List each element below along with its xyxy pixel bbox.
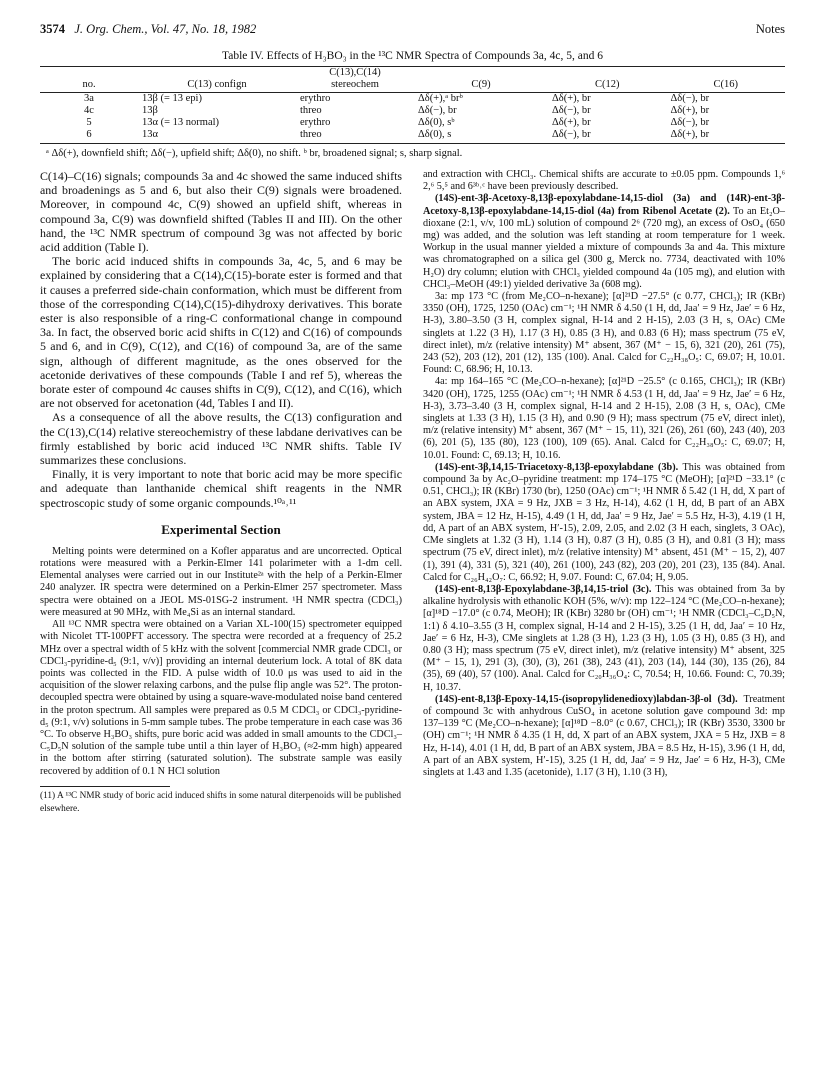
table-header-no: no. — [40, 79, 138, 93]
table-header-config: C(13) confign — [138, 79, 296, 93]
reference-footnote: (11) A ¹³C NMR study of boric acid induced shifts in some natural diterpenoids will be published elsewhere. — [40, 790, 402, 814]
body-paragraph: Finally, it is very important to note that boric acid may be more specific and adequate than lanthanide chemical shift reagents in the NMR spectroscopic study of some organic compounds.¹⁰ᵃ˒¹¹ — [40, 467, 402, 510]
cell-config: 13α — [138, 129, 296, 144]
journal-citation — [40, 22, 256, 37]
cell-c16: Δδ(−), br — [670, 93, 710, 104]
cell-c9: Δδ(0), sᵇ — [418, 117, 455, 128]
cell-c9: Δδ(−), br — [418, 105, 457, 116]
cell-c9: Δδ(0), s — [414, 129, 548, 144]
journal-name: J. Org. Chem., — [74, 22, 148, 36]
journal-page — [40, 22, 785, 816]
table-header-blank — [667, 67, 786, 80]
procedure-text: To an Et₂O–dioxane (2:1, v/v, 100 mL) solution of compound 2⁶ (720 mg), an excess of OsO₄ (650 mg) was added, and the solution was left standing at room temperature for 1 week. Workup in the usual manner yielded a mixture of compounds 3a and 4a. This mixture was chromatographed on a silica gel (300 g, Merck no. 7734, deactivated with 10% H₂O) dry column; elution with CHCl₃ yielded compound 4a (105 mg), and elution with CHCl₃–MeOH (49:1) yielded derivative 3a (608 mg). — [423, 205, 785, 290]
section-heading: Experimental Section — [161, 521, 281, 537]
footnote-divider — [40, 786, 170, 787]
table-header-stereo: stereochem — [296, 79, 414, 93]
cell-c16: Δδ(+), br — [667, 129, 786, 144]
cell-c12: Δδ(−), br — [548, 129, 666, 144]
body-paragraph: Melting points were determined on a Kofler apparatus and are uncorrected. Optical rotations were measured with a Perkin-Elmer 141 polarimeter with a 1-dm cell. Elemental analyses were carried out in our Institute²ᵃ with the help of a Perkin-Elmer 240 analyzer. IR spectra were determined on a Perkin-Elmer 257 spectrometer. Mass spectra were obtained on a JEOL MS-01SG-2 instrument. ¹H NMR spectra (CDCl₃) were measured at 90 MHz, with Me₄Si as an internal standard. — [40, 545, 402, 618]
cell-c16: Δδ(+), br — [670, 105, 710, 116]
table-row — [40, 117, 785, 129]
body-paragraph: C(14)–C(16) signals; compounds 3a and 4c showed the same induced shifts and broadenings as 5 and 6, but also their C(9) signals were broadened. Moreover, in compound 4c, C(9) showed an upfield shift, whereas in compound 3a, C(9) was downfield shifted (Tables II and III). On the other hand, the ¹³C NMR spectrum of compound 3g was not affected by boric acid addition (Table I). — [40, 169, 402, 255]
table-row — [40, 105, 785, 117]
body-paragraph: As a consequence of all the above results, the C(13) configuration and the C(13),C(14) relative stereochemistry of these labdane derivatives can be firmly established by boric acid induced ¹³C NMR shifts. Table IV summarizes these conclusions. — [40, 410, 402, 468]
procedure-text: Treatment of compound 3c with anhydrous CuSO₄ in acetone solution gave compound 3d: mp 137–139 °C (Me₂CO–n-hexane); [α]¹⁸D −8.0° (c 0.67, CHCl₃); IR (KBr) 3530, 3300 br (OH) cm⁻¹; ¹H NMR δ 4.35 (1 H, dd, X part of an ABX system, JXA = 5 Hz, JXB = 8 Hz, H-14), 4.01 (1 H, dd, B part of an ABX system, JBA = 8.5 Hz, H-15), 3.96 (1 H, dd, A part of an ABX system, H′-15), 3.25 (1 H, dd, Jaa′ = 9 Hz, Jae′ = 6 Hz, H-3), CMe singlets at 1.43 and 1.35 (acetonide), 1.17 (3 H), 1.10 (3 H), — [423, 693, 785, 778]
table-header-blank — [40, 67, 138, 80]
nmr-table — [40, 66, 785, 144]
cell-stereo: erythro — [300, 117, 331, 128]
cell-no: 5 — [86, 117, 92, 128]
running-head — [40, 22, 785, 37]
volume-issue: Vol. 47, No. 18, 1982 — [150, 22, 257, 36]
cell-config: 13α (= 13 normal) — [142, 117, 220, 128]
procedure-title: (14S)-ent-3β-Acetoxy-8,13β-epoxylabdane-14,15-diol (3a) and (14R)-ent-3β-Acetoxy-8,13β-epoxylabdane-14,15-diol (4a) from Ribenol Acetate (2). — [423, 193, 785, 217]
table-header-c9: C(9) — [414, 79, 548, 93]
table-header-blank — [414, 67, 548, 80]
procedure-title: (14S)-ent-8,13β-Epoxy-14,15-(isopropylidenedioxy)labdan-3β-ol (3d). — [435, 693, 738, 705]
table-header-blank — [138, 67, 296, 80]
procedure-paragraph — [423, 584, 785, 694]
table-caption: Table IV. Effects of H₃BO₃ in the ¹³C NMR Spectra of Compounds 3a, 4c, 5, and 6 — [222, 50, 603, 62]
table-header-c12: C(12) — [548, 79, 666, 93]
two-column-body — [40, 169, 785, 816]
cell-no: 4c — [84, 105, 94, 116]
cell-stereo: threo — [300, 105, 322, 116]
characterization-paragraph: 3a: mp 173 °C (from Me₂CO–n-hexane); [α]²¹D −27.5° (c 0.77, CHCl₃); IR (KBr) 3350 (OH), 1725, 1250 (OAc) cm⁻¹; ¹H NMR δ 4.50 (1 H, dd, Jaa′ = 9 Hz, Jae′ = 6 Hz, H-3), 3.80–3.50 (3 H, complex signal, H-14 and 2 H-15), 2.03 (3 H, s, OAc) CMe singlets at 1.22 (3 H), 1.17 (3 H), 0.85 (3 H), and 0.83 (6 H); mass spectrum (75 eV, direct inlet), m/z (relative intensity) M⁺ absent, 367 (M⁺ − 15, 6), 321 (20), 261 (75), 243 (52), 203 (12), 201 (12), 135 (100). Anal. Calcd for C₂₂H₃₈O₅: C, 69.07; H, 10.01. Found: C, 68.96; H, 10.13. — [423, 291, 785, 376]
table-header-stereo-top: C(13),C(14) — [296, 67, 414, 80]
table-header-blank — [548, 67, 666, 80]
procedure-title: (14S)-ent-8,13β-Epoxylabdane-3β,14,15-triol (3c). — [435, 583, 652, 595]
cell-c12: Δδ(−), br — [552, 105, 591, 116]
cell-stereo: erythro — [300, 93, 331, 104]
cell-c16: Δδ(−), br — [670, 117, 710, 128]
cell-config: 13β (= 13 epi) — [142, 93, 202, 104]
procedure-text: This was obtained from 3a by alkaline hydrolysis with ethanolic KOH (5%, w/v): mp 122–124 °C (Me₂CO–n-hexane); [α]¹⁸D −17.0° (c 0.74, MeOH); IR (KBr) 3280 br (OH) cm⁻¹; ¹H NMR (CDCl₃–C₅D₅N, 1:1) δ 4.10–3.55 (3 H, complex signal, H-14 and 2 H-15), 3.25 (1 H, dd, Jaa′ = 10 Hz, Jae′ = 6 Hz, H-3), CMe singlets at 1.28 (3 H), 1.23 (3 H), 1.05 (3 H), 0.85 (3 H), and 0.80 (3 H); mass spectrum (75 eV, direct inlet), m/z (relative intensity) M⁺ absent, 325 (M⁺ − 15, 1), 291 (3), (30), (3), 261 (38), 243 (41), 203 (14), 144 (30), 135 (26), 84 (35), 69 (40), 57 (100). Anal. Calcd for C₂₀H₃₆O₄: C, 70.54; H, 10.66. Found: C, 70.39; H, 10.37. — [423, 583, 786, 693]
section-label: Notes — [755, 22, 785, 36]
table-row — [40, 93, 785, 106]
cell-no: 6 — [40, 129, 138, 144]
cell-config: 13β — [142, 105, 158, 116]
characterization-paragraph: 4a: mp 164–165 °C (Me₂CO–n-hexane); [α]²¹D −25.5° (c 0.165, CHCl₃); IR (KBr) 3420 (OH), 1725, 1255 (OAc) cm⁻¹; ¹H NMR δ 4.53 (1 H, dd, Jaa′ = 9 Hz, Jae′ = 6 Hz, H-3), 3.73–3.40 (3 H, complex signal, H-14 and 2 H-15), 2.08 (3 H, s, OAc), CMe singlets at 1.33 (3 H), 1.15 (3 H), and 0.90 (9 H); mass spectrum (75 eV, direct inlet), m/z (relative intensity) M⁺ absent, 367 (M⁺ − 15, 11), 321 (26), 261 (60), 243 (40), 203 (6), 201 (5), 135 (80), 123 (100), 109 (65). Anal. Calcd for C₂₂H₃₈O₅: C, 69.07; H, 10.01. Found: C, 69.13; H, 10.16. — [423, 376, 785, 461]
table-row — [40, 129, 785, 144]
cell-stereo: threo — [296, 129, 414, 144]
body-paragraph: The boric acid induced shifts in compounds 3a, 4c, 5, and 6 may be explained by considering that a C(14),C(15)-borate ester is formed and that it causes a preferred side-chain conformation, which must be different from those of the corresponding C(14),C(15)-dihydroxy derivatives. This borate ester is also responsible of a ring-C conformational change in compound 3a. In fact, the observed boric acid shifts in C(12) and C(16) of compounds 5 and 6, and in C(9), C(12), and C(16) of compound 3a, are of the same sign, although of different magnitude, as the ones observed for the acetonide derivatives of these compounds (Table I and ref 5), whereas the borate ester of compound 4c causes shifts in C(9), C(12), and C(16), which are not observed for acetonation (4d, Tables I and II). — [40, 254, 402, 411]
procedure-paragraph — [423, 694, 785, 779]
cell-c12: Δδ(+), br — [552, 93, 591, 104]
body-paragraph: and extraction with CHCl₃. Chemical shifts are accurate to ±0.05 ppm. Compounds 1,⁶ 2,⁶ 5,⁵ and 6³ᵇ˒ᶜ have been previously described. — [423, 169, 785, 193]
procedure-title: (14S)-ent-3β,14,15-Triacetoxy-8,13β-epoxylabdane (3b). — [435, 461, 679, 473]
procedure-text: This was obtained from compound 3a by Ac₂O–pyridine treatment: mp 174–175 °C (MeOH); [α]²¹D −33.1° (c 0.51, CHCl₃); IR (KBr) 1730 (br), 1250 (OAc) cm⁻¹; ¹H NMR δ 5.42 (1 H, dd, X part of an ABX system, JXA = 9 Hz, JXB = 3 Hz, H-14), 4.62 (1 H, dd, B part of an ABX system, JBA = 12 Hz, H-15), 4.49 (1 H, dd, Jaa′ = 9 Hz, Jae′ = 5.5 Hz, H-3), 4.19 (1 H, dd, A part of an ABX system, H′-15), 2.09, 2.05, and 2.02 (3 H each, singlets, 3 OAc), CMe singlets at 1.32 (3 H), 1.14 (3 H), 0.87 (3 H), 0.85 (3 H), and 0.81 (3 H); mass spectrum (75 eV, direct inlet), m/z (relative intensity) M⁺ absent, 451 (M⁺ − 15, 2), 407 (1), 391 (4), 331 (5), 321 (40), 261 (100), 243 (82), 203 (20), 201 (23), 135 (84). Anal. Calcd for C₂₆H₄₂O₇: C, 66.92; H, 9.07. Found: C, 67.04; H, 9.05. — [423, 461, 785, 583]
cell-no: 3a — [84, 93, 94, 104]
procedure-paragraph — [423, 462, 785, 584]
page-number: 3574 — [40, 22, 65, 36]
cell-c9: Δδ(+),ᵃ brᵇ — [418, 93, 463, 104]
table-footnote: ᵃ Δδ(+), downfield shift; Δδ(−), upfield shift; Δδ(0), no shift. ᵇ br, broadened signal; s, sharp signal. — [46, 148, 463, 159]
cell-c12: Δδ(+), br — [552, 117, 591, 128]
left-column — [40, 169, 402, 816]
body-paragraph: All ¹³C NMR spectra were obtained on a Varian XL-100(15) spectrometer equipped with Nicolet TT-100PFT accessory. The spectra were recorded at a frequency of 25.2 MHz over a spectral width of 5 kHz with the solvent [commercial NMR grade CDCl₃ or CDCl₃-pyridine-d₅ (9:1, v/v)] providing an internal deuterium lock. A total of 8K data points was collected in the FID. A pulse width of 10.0 μs was used to aid in the acquisition of the slower relaxing carbons, and the pulse flip angle was 52°. The proton-decoupled spectra were obtained by using a square-wave-modulated noise band centered in the proton spectrum. All samples were prepared as 0.5 M CDCl₃ or CDCl₃-pyridine-d₅ (9:1, v/v) solutions in 5-mm sample tubes. The probe temperature in each case was 36 °C. To observe H₃BO₃ shifts, pure boric acid was added in small amounts to the CDCl₃–C₅D₅N solution of the sample tube until a thin layer of H₃BO₃ (≈2-mm high) appeared in the bottom after stirring (saturated solution). The substrate sample was easily recovered by addition of 0.1 N HCl solution — [40, 619, 402, 777]
procedure-paragraph — [423, 193, 785, 291]
right-column — [423, 169, 785, 816]
table-header-c16: C(16) — [667, 79, 786, 93]
